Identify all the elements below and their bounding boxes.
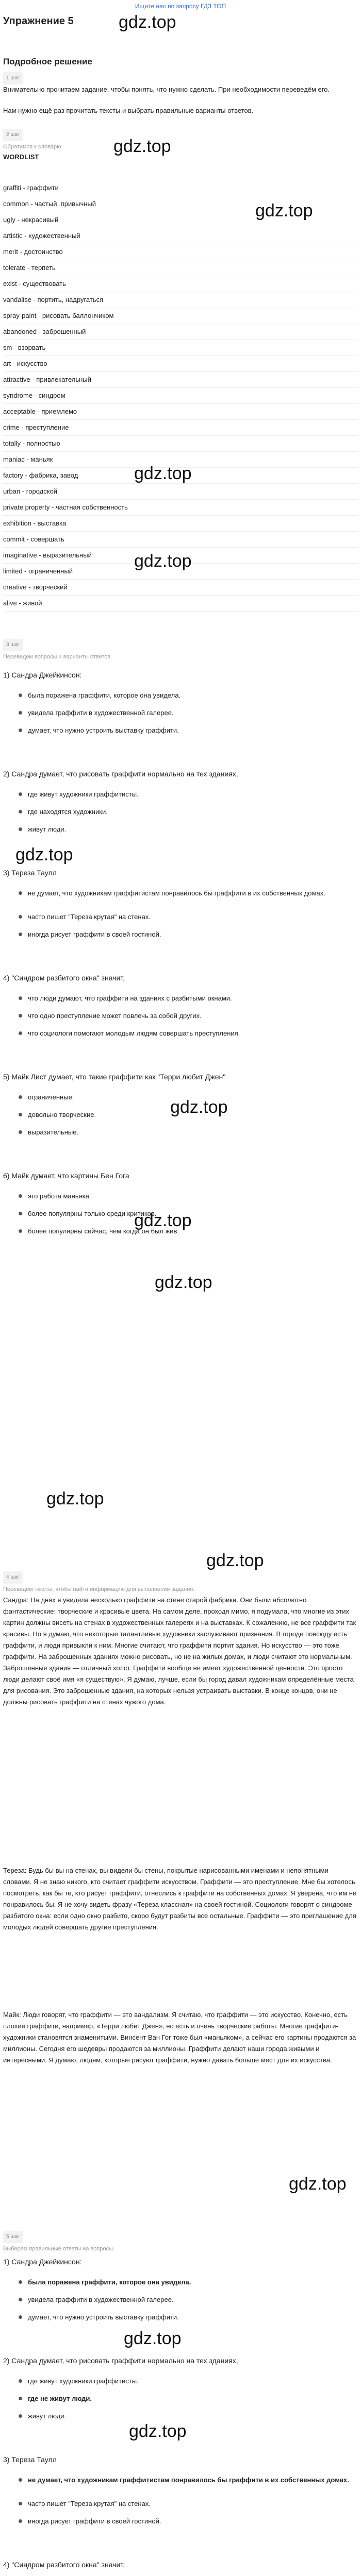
answer-option: увидела граффити в художественной галерее. xyxy=(19,708,361,718)
question: 4) "Синдром разбитого окна" значит, xyxy=(3,974,125,982)
question: 4) "Синдром разбитого окна" значит, xyxy=(3,2561,125,2569)
watermark: gdz.top xyxy=(206,1551,264,1570)
question: 5) Майк Лист думает, что такие граффити как "Терри любит Джен" xyxy=(3,1073,226,1081)
vocab-item: tolerate - терпеть xyxy=(3,260,358,276)
answer-option: не думает, что художникам граффитистам понравилось бы граффити в их собственных домах. xyxy=(19,888,361,899)
watermark: gdz.top xyxy=(124,2329,182,2348)
vocab-item: alive - живой xyxy=(3,596,358,612)
paragraph-mike: Майк: Люди говорят, что граффити — это вандализм. Я считаю, что граффити — это искусство. Конечно, есть плохие граффити, например, «Терри любит Джен», но есть и очень творческие работы. Многие граффити-художники становятся знаменитыми. Винсент Ван Гог тоже был «маньяком», а сейчас его картины продаются за миллионы. Сегодня его шедевры продаются за миллионы. Граффити делают наши города живыми и интересными. Я думаю, людям, которые рисуют граффити, нужно давать больше мест для их искусства. xyxy=(3,2011,356,2064)
step-label: 1 шаг xyxy=(3,72,23,84)
answer-option: думает, что нужно устроить выставку граффити. xyxy=(19,725,361,736)
step-text: Внимательно прочитаем задание, чтобы понять, что нужно сделать. При необходимости переведём его. xyxy=(3,86,330,93)
vocab-item: ugly - некрасивый xyxy=(3,212,358,228)
vocab-item: artistic - художественный xyxy=(3,228,358,244)
answer-option: не думает, что художникам граффитистам понравилось бы граффити в их собственных домах. xyxy=(19,2475,361,2485)
vocab-heading: Обратимся к словарю xyxy=(3,144,61,150)
vocab-item: syndrome - синдром xyxy=(3,388,358,404)
watermark: gdz.top xyxy=(170,1097,228,1117)
question: 2) Сандра думает, что рисовать граффити нормально на тех зданиях, xyxy=(3,770,238,778)
vocab-item: exhibition - выставка xyxy=(3,516,358,532)
watermark: gdz.top xyxy=(134,1211,192,1230)
answer-option: часто пишет "Тереза крутая" на стенах. xyxy=(19,2499,361,2509)
step-text: Выберем правильные ответы на вопросы. xyxy=(3,2246,115,2252)
answer-option: что одно преступление может повлечь за собой других. xyxy=(19,1011,361,1021)
answer-option: что люди думают, что граффити на зданиях с разбитыми окнами. xyxy=(19,993,361,1004)
answer-option: где живут художники граффитисты. xyxy=(19,789,361,800)
vocab-item: crime - преступление xyxy=(3,420,358,436)
top-link[interactable]: Ищите нас по запросу ГДЗ ТОП xyxy=(135,3,226,10)
step-label: 3 шаг xyxy=(3,639,23,651)
watermark: gdz.top xyxy=(129,2421,187,2441)
paragraph-sandra: Сандра: На днях я увидела несколько граффити на стене старой фабрики. Они были абсолютно фантастические: творческие и красивые цвета. На самом деле, проходя мимо, я подумала, что многие из этих картин должны висеть на стенах в художественных галереях и на выставках. К сожалению, не все граффити так красивы. Но я думаю, что некоторые талантливые художники заслуживают признания. В городе повсюду есть граффити, и люди привыкли к ним. Многие считают, что граффити портит здания. Но искусство — это тоже граффити. На заброшенных зданиях можно рисовать, но не на жилых домах, и люди считают это нормальным. Заброшенные здания — отличный холст. Граффити вообще не имеет художественной ценности. Это просто люди делают своё имя «я существую». Я думаю, лучше, если бы город давал художникам определённые места для рисования. Это заброшенные здания, на которых нельзя устраивать выставки. В конце концов, они не должны рисовать граффити на стенах чужого дома. xyxy=(3,1596,356,1706)
answer-option: где не живут люди. xyxy=(19,2394,361,2404)
wordlist-label: WORDLIST xyxy=(3,153,39,161)
vocab-item: imaginative - выразительный xyxy=(3,548,358,564)
step-5 xyxy=(3,2231,358,2254)
vocab-item: limited - ограниченный xyxy=(3,564,358,580)
answer-option: увидела граффити в художественной галерее. xyxy=(19,2295,361,2305)
vocab-item: urban - городской xyxy=(3,484,358,500)
answer-option: часто пишет "Тереза крутая" на стенах. xyxy=(19,912,361,922)
vocab-item: attractive - привлекательный xyxy=(3,372,358,388)
question: 3) Тереза Таулл xyxy=(3,2455,57,2464)
vocab-item: spray-paint - рисовать баллончиком xyxy=(3,308,358,324)
vocab-item: common - частый, привычный xyxy=(3,196,358,212)
vocab-item: abandoned - заброшенный xyxy=(3,324,358,340)
watermark: gdz.top xyxy=(134,464,192,483)
step-2 xyxy=(3,106,358,116)
vocab-header xyxy=(3,129,358,162)
answer-option: более популярны только среди критиков. xyxy=(19,1209,361,1219)
question: 2) Сандра думает, что рисовать граффити нормально на тех зданиях, xyxy=(3,2357,238,2365)
step-3 xyxy=(3,639,358,662)
answer-option: что социологи помогают молодым людям совершать преступления. xyxy=(19,1028,361,1039)
answer-option: думает, что нужно устроить выставку граффити. xyxy=(19,2312,361,2323)
watermark: gdz.top xyxy=(113,137,171,156)
step-text: Нам нужно ещё раз прочитать тексты и выбрать правильные варианты ответов. xyxy=(3,107,254,114)
vocab-item: sm - взорвать xyxy=(3,340,358,356)
watermark: gdz.top xyxy=(46,1489,104,1509)
step-label: 2 шаг xyxy=(3,129,23,141)
question: 3) Тереза Таулл xyxy=(3,869,57,877)
question: 1) Сандра Джейкинсон: xyxy=(3,671,82,679)
watermark: gdz.top xyxy=(155,1273,212,1292)
watermark: gdz.top xyxy=(119,12,176,32)
vocab-item: commit - совершать xyxy=(3,532,358,548)
vocab-item: totally - полностью xyxy=(3,436,358,452)
vocab-item: private property - частная собственность xyxy=(3,500,358,516)
vocab-item: vandalise - портить, надругаться xyxy=(3,292,358,308)
step-label: 4 шаг xyxy=(3,1571,23,1584)
answer-option: иногда рисует граффити в своей гостиной. xyxy=(19,2516,361,2527)
step-1 xyxy=(3,72,358,95)
watermark: gdz.top xyxy=(255,201,313,221)
question: 6) Майк думает, что картины Бен Гога xyxy=(3,1172,129,1180)
answer-option: иногда рисует граффити в своей гостиной. xyxy=(19,929,361,940)
vocab-item: factory - фабрика, завод xyxy=(3,468,358,484)
step-4 xyxy=(3,1571,358,1595)
page-title: Упражнение 5 xyxy=(3,15,74,27)
answer-option: более популярны сейчас, чем когда он был жив. xyxy=(19,1226,361,1236)
vocab-item: creative - творческий xyxy=(3,580,358,596)
vocab-item: acceptable - приемлемо xyxy=(3,404,358,420)
answer-option: это работа маньяка. xyxy=(19,1191,361,1201)
vocab-list xyxy=(3,180,358,612)
vocab-item: graffiti - граффити xyxy=(3,180,358,196)
answer-option: довольно творческие. xyxy=(19,1110,361,1120)
answer-option: где находятся художники. xyxy=(19,807,361,817)
vocab-item: art - искусство xyxy=(3,356,358,372)
answer-option: живут люди. xyxy=(19,2411,361,2421)
answer-option: живут люди. xyxy=(19,824,361,835)
vocab-item: exist - существовать xyxy=(3,276,358,292)
watermark: gdz.top xyxy=(289,2174,347,2194)
section-title: Подробное решение xyxy=(3,57,92,66)
answer-option: где живут художники граффитисты. xyxy=(19,2376,361,2386)
question: 1) Сандра Джейкинсон: xyxy=(3,2258,82,2266)
answer-option: была поражена граффити, которое она увидела. xyxy=(19,690,361,701)
step-text: Переведём тексты, чтобы найти информацию для выполнения задания. xyxy=(3,1586,195,1592)
watermark: gdz.top xyxy=(15,845,73,865)
step-label: 5 шаг xyxy=(3,2231,23,2243)
step-text: Переведём вопросы и варианты ответов xyxy=(3,654,111,660)
watermark: gdz.top xyxy=(134,551,192,571)
vocab-item: maniac - маньяк xyxy=(3,452,358,468)
answer-option: выразительные. xyxy=(19,1127,361,1138)
paragraph-teresa: Тереза: Будь бы вы на стенах, вы видели бы стены, покрытые нарисованными именами и непонятными словами. Я не знаю никого, кто считает граффити искусством. Граффити — это преступление. Мне бы хотелось посмотреть, как бы те, кто рисует граффити, отнеслись к граффити на собственных домах. Я уверена, что им не понравилось бы. Я не хочу видеть фразу «Тереза классная» на своей гостиной. Социологи говорят о синдроме разбитого окна: если одно окно разбито, скоро будут разбиты все остальные. Граффити — это приглашение для молодых людей совершать другие преступления. xyxy=(3,1867,357,1931)
vocab-item: merit - достоинство xyxy=(3,244,358,260)
answer-option: ограниченные. xyxy=(19,1092,361,1103)
answer-option: была поражена граффити, которое она увидела. xyxy=(19,2277,361,2287)
